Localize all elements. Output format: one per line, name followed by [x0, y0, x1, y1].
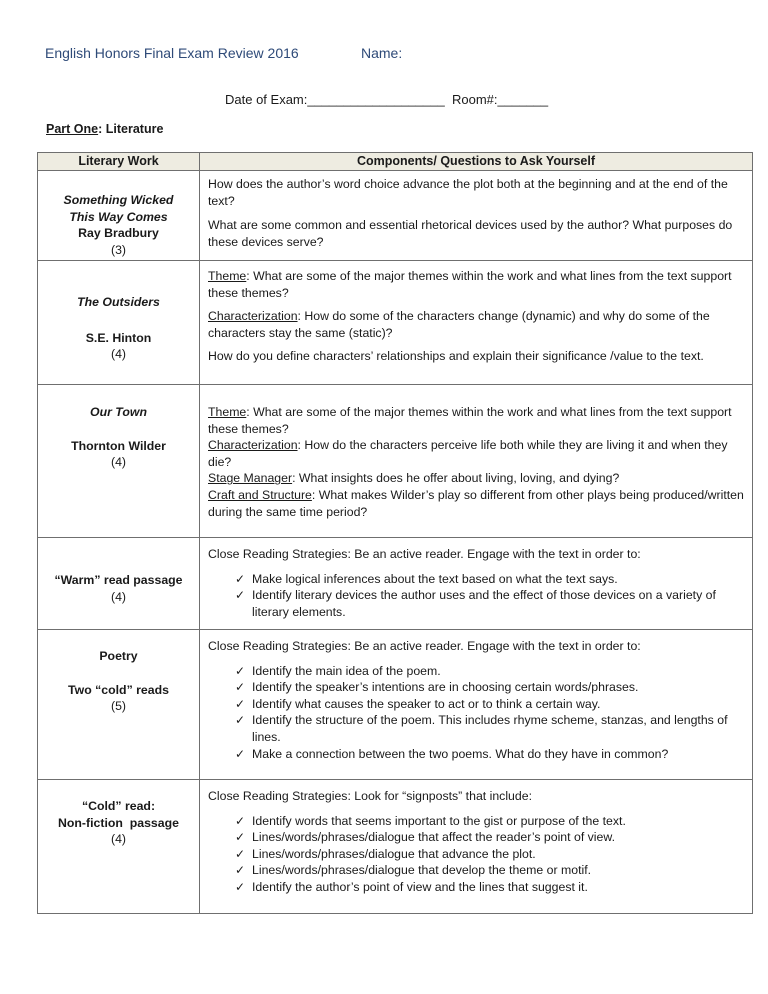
question-label: Stage Manager [208, 471, 293, 486]
table-row [38, 171, 753, 261]
literary-work-cell [38, 261, 200, 385]
checklist [208, 571, 744, 621]
question-text: How does the author’s word choice advance the plot both at the beginning and at the end of the text? [208, 177, 728, 208]
work-name: “Cold” read: [81, 799, 156, 813]
literary-work-cell [38, 538, 200, 630]
question-label: Characterization [208, 309, 298, 324]
strategy-intro: Close Reading Strategies: Be an active reader. Engage with the text in order to: [208, 639, 641, 653]
question-label: Theme [208, 405, 247, 419]
work-name: Non-fiction passage [58, 815, 179, 830]
question-label: Craft and Structure [208, 487, 312, 502]
work-author: S.E. Hinton [85, 330, 152, 345]
checklist-item: ✓ Identify the author’s point of view and the lines that suggest it. [235, 879, 588, 894]
checkmark-icon: ✓ [235, 663, 246, 678]
work-points: (4) [110, 589, 127, 604]
checkmark-icon: ✓ [235, 879, 246, 894]
table-row [38, 538, 753, 630]
literary-work-cell [38, 780, 200, 914]
components-cell [200, 171, 753, 261]
work-title: Our Town [90, 405, 147, 419]
checklist-item: ✓ Identify the structure of the poem. This includes rhyme scheme, stanzas, and lengths of lines. [235, 713, 728, 744]
literary-work-cell [38, 171, 200, 261]
checklist-item: ✓ Lines/words/phrases/dialogue that affect the reader’s point of view. [235, 830, 615, 845]
question-text: Characterization: How do the characters perceive life both while they are living it and when they die? [208, 438, 728, 469]
checkmark-icon: ✓ [235, 813, 246, 828]
work-title: The Outsiders [77, 295, 160, 309]
table-header-row [38, 153, 753, 171]
work-author: Thornton Wilder [71, 438, 166, 453]
work-points: (4) [110, 455, 127, 470]
components-cell [200, 630, 753, 780]
name-field-label: Name: [361, 45, 403, 61]
strategy-intro: Close Reading Strategies: Look for “signposts” that include: [208, 789, 532, 803]
checkmark-icon: ✓ [235, 846, 246, 861]
components-cell [200, 538, 753, 630]
checklist-item: ✓ Identify the main idea of the poem. [235, 663, 441, 678]
table-row [38, 261, 753, 385]
part-heading-label: Part One [46, 122, 99, 136]
part-heading [46, 122, 163, 136]
work-subname: Two “cold” reads [68, 682, 169, 697]
work-title: Something Wicked [63, 193, 174, 207]
strategy-intro: Close Reading Strategies: Be an active reader. Engage with the text in order to: [208, 547, 641, 561]
checkmark-icon: ✓ [235, 746, 246, 761]
checkmark-icon: ✓ [235, 571, 246, 586]
checkmark-icon: ✓ [235, 863, 246, 878]
literary-work-cell [38, 630, 200, 780]
checkmark-icon: ✓ [235, 713, 246, 728]
question-text: Craft and Structure: What makes Wilder’s play so different from other plays being produced/written during the same time period? [208, 487, 744, 519]
work-name: Poetry [99, 649, 138, 663]
column-header-components: Components/ Questions to Ask Yourself [200, 153, 753, 171]
checklist-item: ✓ Identify what causes the speaker to act or to think a certain way. [235, 696, 601, 711]
literary-work-cell [38, 385, 200, 538]
checkmark-icon: ✓ [235, 588, 246, 603]
part-heading-subject: : Literature [98, 122, 164, 136]
work-name: “Warm” read passage [54, 573, 183, 587]
checklist-item: ✓ Lines/words/phrases/dialogue that advance the plot. [235, 846, 536, 861]
checklist [208, 663, 744, 763]
question-text: Theme: What are some of the major themes within the work and what lines from the text support these themes? [208, 405, 732, 436]
question-text: What are some common and essential rhetorical devices used by the author? What purposes do these devices serve? [208, 218, 733, 249]
question-text: How do you define characters’ relationships and explain their significance /value to the text. [208, 349, 704, 364]
work-points: (4) [110, 347, 127, 362]
work-points: (3) [110, 242, 127, 257]
question-text: Characterization: How do some of the characters change (dynamic) and why do some of the characters stay the same (static)? [208, 309, 710, 340]
document-title: English Honors Final Exam Review 2016 [45, 45, 299, 61]
exam-date-field: Date of Exam:___________________ [225, 92, 445, 107]
question-label: Characterization [208, 438, 298, 453]
components-cell [200, 385, 753, 538]
components-cell [200, 261, 753, 385]
components-cell [200, 780, 753, 914]
question-text: Theme: What are some of the major themes within the work and what lines from the text support these themes? [208, 269, 732, 300]
checklist-item: ✓ Make logical inferences about the text based on what the text says. [235, 571, 618, 586]
checklist-item: ✓ Make a connection between the two poems. What do they have in common? [235, 746, 669, 761]
checklist-item: ✓ Identify literary devices the author uses and the effect of those devices on a variety of literary elements. [235, 588, 716, 619]
checklist [208, 813, 744, 896]
checkmark-icon: ✓ [235, 696, 246, 711]
literature-table [37, 152, 753, 914]
table-row [38, 630, 753, 780]
checklist-item: ✓ Identify words that seems important to the gist or purpose of the text. [235, 813, 626, 828]
checklist-item: ✓ Identify the speaker’s intentions are in choosing certain words/phrases. [235, 680, 639, 695]
table-row [38, 385, 753, 538]
work-points: (4) [110, 832, 127, 847]
column-header-literary-work: Literary Work [38, 153, 200, 171]
checklist-item: ✓ Lines/words/phrases/dialogue that develop the theme or motif. [235, 863, 592, 878]
room-number-field: Room#:_______ [452, 92, 549, 107]
checkmark-icon: ✓ [235, 830, 246, 845]
work-author: Ray Bradbury [78, 226, 159, 241]
table-row [38, 780, 753, 914]
question-text: Stage Manager: What insights does he offer about living, loving, and dying? [208, 471, 620, 486]
work-title: This Way Comes [69, 209, 168, 224]
checkmark-icon: ✓ [235, 680, 246, 695]
work-points: (5) [110, 699, 127, 714]
question-label: Theme [208, 269, 247, 283]
